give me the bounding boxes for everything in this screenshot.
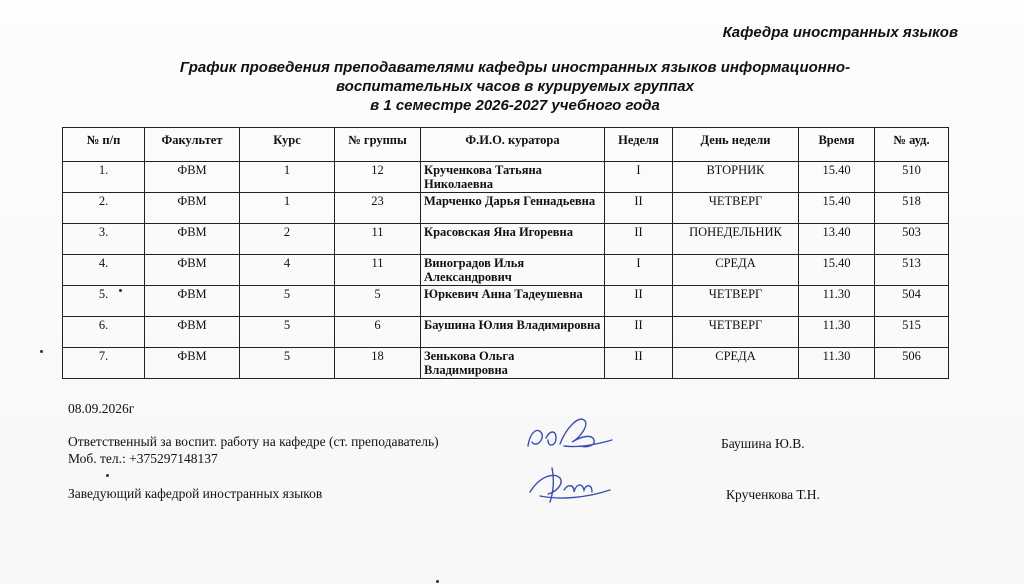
cell-course: 2	[240, 224, 335, 255]
scan-speck	[436, 580, 439, 583]
scan-speck	[119, 289, 122, 292]
cell-curator: Юркевич Анна Тадеушевна	[421, 286, 605, 317]
table-header-row	[63, 128, 949, 162]
cell-course: 5	[240, 286, 335, 317]
column-header: Неделя	[605, 128, 673, 162]
cell-time: 15.40	[799, 162, 875, 193]
cell-week: I	[605, 255, 673, 286]
cell-number: 2.	[63, 193, 145, 224]
cell-time: 15.40	[799, 255, 875, 286]
cell-room: 513	[875, 255, 949, 286]
schedule-table	[62, 127, 949, 379]
responsible-label: Ответственный за воспит. работу на кафедре (ст. преподаватель)	[68, 434, 439, 449]
cell-group: 5	[335, 286, 421, 317]
cell-number: 3.	[63, 224, 145, 255]
cell-week: II	[605, 317, 673, 348]
cell-group: 11	[335, 255, 421, 286]
cell-weekday: СРЕДА	[673, 348, 799, 379]
cell-week: II	[605, 224, 673, 255]
department-header: Кафедра иностранных языков	[722, 24, 958, 41]
cell-course: 5	[240, 317, 335, 348]
column-header: № п/п	[63, 128, 145, 162]
table-row	[63, 317, 949, 348]
cell-room: 504	[875, 286, 949, 317]
document-date: 08.09.2026г	[68, 401, 135, 416]
column-header: № группы	[335, 128, 421, 162]
cell-weekday: ЧЕТВЕРГ	[673, 193, 799, 224]
column-header: № ауд.	[875, 128, 949, 162]
table-row	[63, 193, 949, 224]
head-label: Заведующий кафедрой иностранных языков	[68, 486, 323, 501]
cell-course: 1	[240, 162, 335, 193]
cell-room: 503	[875, 224, 949, 255]
cell-curator: Зенькова Ольга Владимировна	[421, 348, 605, 379]
cell-course: 4	[240, 255, 335, 286]
cell-faculty: ФВМ	[145, 224, 240, 255]
column-header: Время	[799, 128, 875, 162]
cell-faculty: ФВМ	[145, 317, 240, 348]
cell-course: 5	[240, 348, 335, 379]
document-title	[100, 58, 930, 115]
cell-room: 510	[875, 162, 949, 193]
column-header: Курс	[240, 128, 335, 162]
cell-group: 6	[335, 317, 421, 348]
cell-number: 6.	[63, 317, 145, 348]
cell-faculty: ФВМ	[145, 348, 240, 379]
cell-room: 506	[875, 348, 949, 379]
head-name: Крученкова Т.Н.	[726, 487, 820, 502]
cell-weekday: ВТОРНИК	[673, 162, 799, 193]
cell-time: 15.40	[799, 193, 875, 224]
cell-number: 1.	[63, 162, 145, 193]
phone-number: Моб. тел.: +375297148137	[68, 451, 218, 466]
column-header: День недели	[673, 128, 799, 162]
column-header: Факультет	[145, 128, 240, 162]
cell-faculty: ФВМ	[145, 255, 240, 286]
cell-curator: Марченко Дарья Геннадьевна	[421, 193, 605, 224]
cell-number: 4.	[63, 255, 145, 286]
cell-time: 11.30	[799, 317, 875, 348]
cell-faculty: ФВМ	[145, 162, 240, 193]
cell-week: I	[605, 162, 673, 193]
table-row	[63, 348, 949, 379]
cell-time: 11.30	[799, 286, 875, 317]
table-row	[63, 224, 949, 255]
responsible-name: Баушина Ю.В.	[721, 436, 805, 451]
cell-course: 1	[240, 193, 335, 224]
cell-number: 5.	[63, 286, 145, 317]
scan-speck	[40, 350, 43, 353]
cell-curator: Крученкова Татьяна Николаевна	[421, 162, 605, 193]
cell-faculty: ФВМ	[145, 193, 240, 224]
head-signature	[520, 462, 620, 508]
cell-weekday: ПОНЕДЕЛЬНИК	[673, 224, 799, 255]
cell-group: 18	[335, 348, 421, 379]
cell-weekday: ЧЕТВЕРГ	[673, 317, 799, 348]
cell-room: 515	[875, 317, 949, 348]
table-row	[63, 286, 949, 317]
cell-time: 13.40	[799, 224, 875, 255]
cell-week: II	[605, 348, 673, 379]
title-line-1: График проведения преподавателями кафедры иностранных языков информационно-	[179, 59, 851, 76]
title-line-3: в 1 семестре 2026-2027 учебного года	[370, 97, 660, 114]
cell-weekday: СРЕДА	[673, 255, 799, 286]
cell-weekday: ЧЕТВЕРГ	[673, 286, 799, 317]
responsible-signature	[520, 408, 620, 458]
cell-week: II	[605, 193, 673, 224]
table-row	[63, 255, 949, 286]
cell-group: 23	[335, 193, 421, 224]
cell-number: 7.	[63, 348, 145, 379]
cell-faculty: ФВМ	[145, 286, 240, 317]
cell-group: 12	[335, 162, 421, 193]
cell-time: 11.30	[799, 348, 875, 379]
cell-curator: Баушина Юлия Владимировна	[421, 317, 605, 348]
table-row	[63, 162, 949, 193]
scan-speck	[106, 474, 109, 477]
cell-curator: Красовская Яна Игоревна	[421, 224, 605, 255]
cell-room: 518	[875, 193, 949, 224]
title-line-2: воспитательных часов в курируемых группах	[336, 78, 694, 95]
cell-curator: Виноградов Илья Александрович	[421, 255, 605, 286]
column-header: Ф.И.О. куратора	[421, 128, 605, 162]
cell-group: 11	[335, 224, 421, 255]
cell-week: II	[605, 286, 673, 317]
